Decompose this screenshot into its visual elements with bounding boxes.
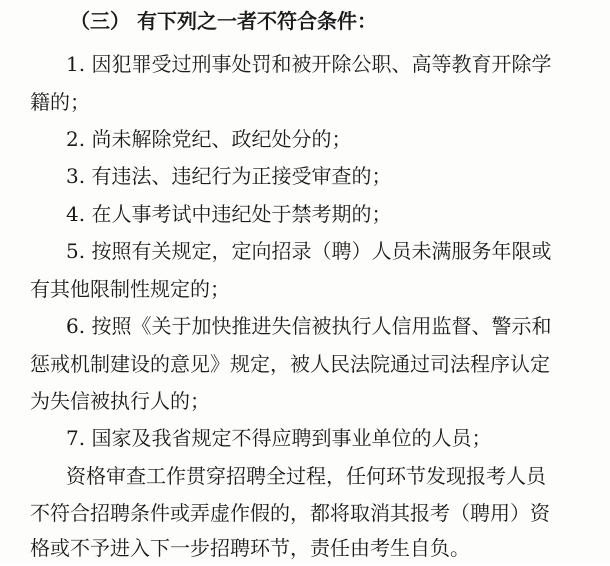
item-6-line-3: 为失信被执行人的； bbox=[30, 389, 210, 413]
item-5-line-2: 有其他限制性规定的； bbox=[30, 277, 230, 301]
closing-line-3: 格或不予进入下一步招聘环节，责任由考生自负。 bbox=[30, 536, 470, 560]
closing-line-2: 不符合招聘条件或弄虚作假的，都将取消其报考（聘用）资 bbox=[30, 501, 550, 525]
item-2-line-1: 2. 尚未解除党纪、政纪处分的； bbox=[66, 127, 352, 151]
section-heading: （三） 有下列之一者不符合条件： bbox=[70, 9, 377, 33]
item-5-line-1: 5. 按照有关规定，定向招录（聘）人员未满服务年限或 bbox=[66, 239, 552, 263]
item-7-line-1: 7. 国家及我省规定不得应聘到事业单位的人员； bbox=[66, 426, 492, 450]
item-3-line-1: 3. 有违法、违纪行为正接受审查的； bbox=[66, 164, 392, 188]
item-4-line-1: 4. 在人事考试中违纪处于禁考期的； bbox=[66, 202, 392, 226]
closing-line-1: 资格审查工作贯穿招聘全过程，任何环节发现报考人员 bbox=[66, 464, 546, 488]
item-6-line-1: 6. 按照《关于加快推进失信被执行人信用监督、警示和 bbox=[66, 314, 552, 338]
item-6-line-2: 惩戒机制建设的意见》规定，被人民法院通过司法程序认定 bbox=[30, 352, 550, 376]
item-1-line-2: 籍的； bbox=[30, 90, 90, 114]
item-1-line-1: 1. 因犯罪受过刑事处罚和被开除公职、高等教育开除学 bbox=[66, 52, 552, 76]
